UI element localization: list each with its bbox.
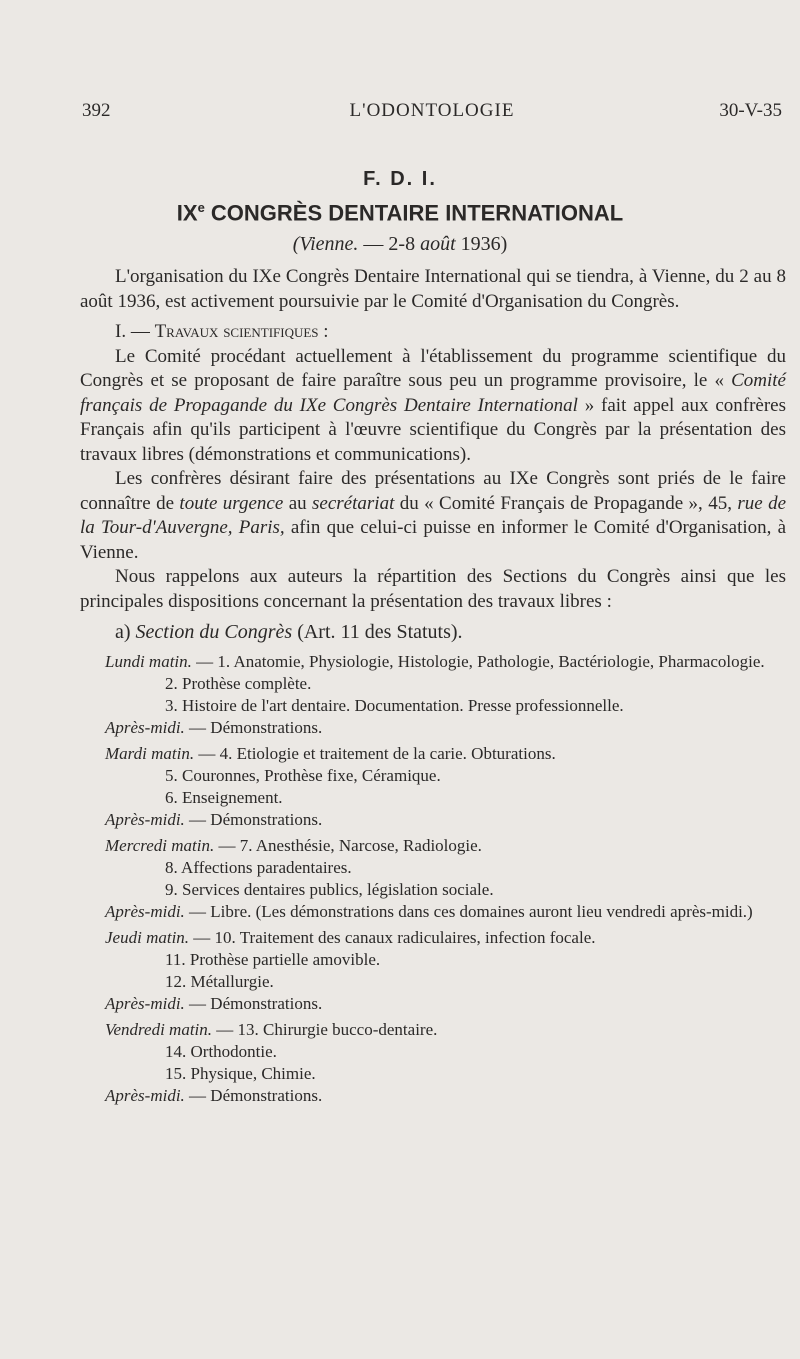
paragraph-3: Nous rappelons aux auteurs la répartition des Sections du Congrès ainsi que les principales dispositions concernant la présentation des travaux libres :: [80, 566, 786, 612]
running-title: L'ODONTOLOGIE: [349, 100, 515, 121]
paragraph-1: Le Comité procédant actuellement à l'établissement du programme scientifique du Congrès et se proposant de faire paraître sous peu un programme provisoire, le « Comité français de Propagande du IXe Congrès Dentaire International » fait appel aux confrères Français afin qu'ils participent à l'œuvre scientifique du Congrès par la présentation des travaux libres (démonstrations et communications).: [80, 345, 786, 465]
page-number: 392: [82, 100, 111, 121]
issue-date: 30-V-35: [719, 100, 782, 121]
schedule-item: Après-midi. — Démonstrations.: [105, 809, 323, 829]
schedule-item: 11. Prothèse partielle amovible.: [165, 949, 381, 969]
schedule-item: Mercredi matin. — 7. Anesthésie, Narcose, Radiologie.: [105, 835, 482, 855]
schedule-item: 8. Affections paradentaires.: [165, 857, 352, 877]
schedule-item: 9. Services dentaires publics, législation sociale.: [165, 879, 494, 899]
schedule-item: Lundi matin. — 1. Anatomie, Physiologie, Histologie, Pathologie, Bactériologie, Pharmacologie.: [105, 651, 765, 671]
schedule-item: 2. Prothèse complète.: [165, 673, 312, 693]
running-header: [82, 100, 782, 130]
schedule-item: Après-midi. — Démonstrations.: [105, 1085, 323, 1105]
schedule-list: [80, 651, 786, 1107]
section-heading-1: I. — Travaux scientifiques :: [115, 321, 329, 342]
place-and-date: (Vienne. — 2-8 août 1936): [292, 233, 508, 255]
schedule-item: Mardi matin. — 4. Etiologie et traitement de la carie. Obturations.: [105, 743, 556, 763]
schedule-item: 3. Histoire de l'art dentaire. Documentation. Presse professionnelle.: [165, 695, 624, 715]
section-a-heading: a) Section du Congrès (Art. 11 des Statuts).: [115, 621, 463, 643]
article-title: IXe CONGRÈS DENTAIRE INTERNATIONAL: [176, 200, 624, 226]
organization-heading: F. D. I.: [363, 168, 437, 190]
schedule-item: Vendredi matin. — 13. Chirurgie bucco-dentaire.: [105, 1019, 438, 1039]
article-body: [80, 265, 786, 1107]
schedule-item: 5. Couronnes, Prothèse fixe, Céramique.: [165, 765, 441, 785]
schedule-item: 6. Enseignement.: [165, 787, 283, 807]
schedule-item: Après-midi. — Démonstrations.: [105, 993, 323, 1013]
schedule-item: 12. Métallurgie.: [165, 971, 274, 991]
intro-paragraph: L'organisation du IXe Congrès Dentaire International qui se tiendra, à Vienne, du 2 au 8 août 1936, est activement poursuivie par le Comité d'Organisation du Congrès.: [80, 266, 786, 312]
paragraph-2: Les confrères désirant faire des présentations au IXe Congrès sont priés de le faire connaître de toute urgence au secrétariat du « Comité Français de Propagande », 45, rue de la Tour-d'Auvergne, Paris, afin que celui-ci puisse en informer le Comité d'Organisation, à Vienne.: [80, 468, 787, 563]
schedule-item: 15. Physique, Chimie.: [165, 1063, 316, 1083]
schedule-item: Après-midi. — Démonstrations.: [105, 717, 323, 737]
schedule-item: 14. Orthodontie.: [165, 1041, 277, 1061]
schedule-item: Après-midi. — Libre. (Les démonstrations dans ces domaines auront lieu vendredi après-midi.): [105, 901, 753, 921]
schedule-item: Jeudi matin. — 10. Traitement des canaux radiculaires, infection focale.: [105, 927, 596, 947]
